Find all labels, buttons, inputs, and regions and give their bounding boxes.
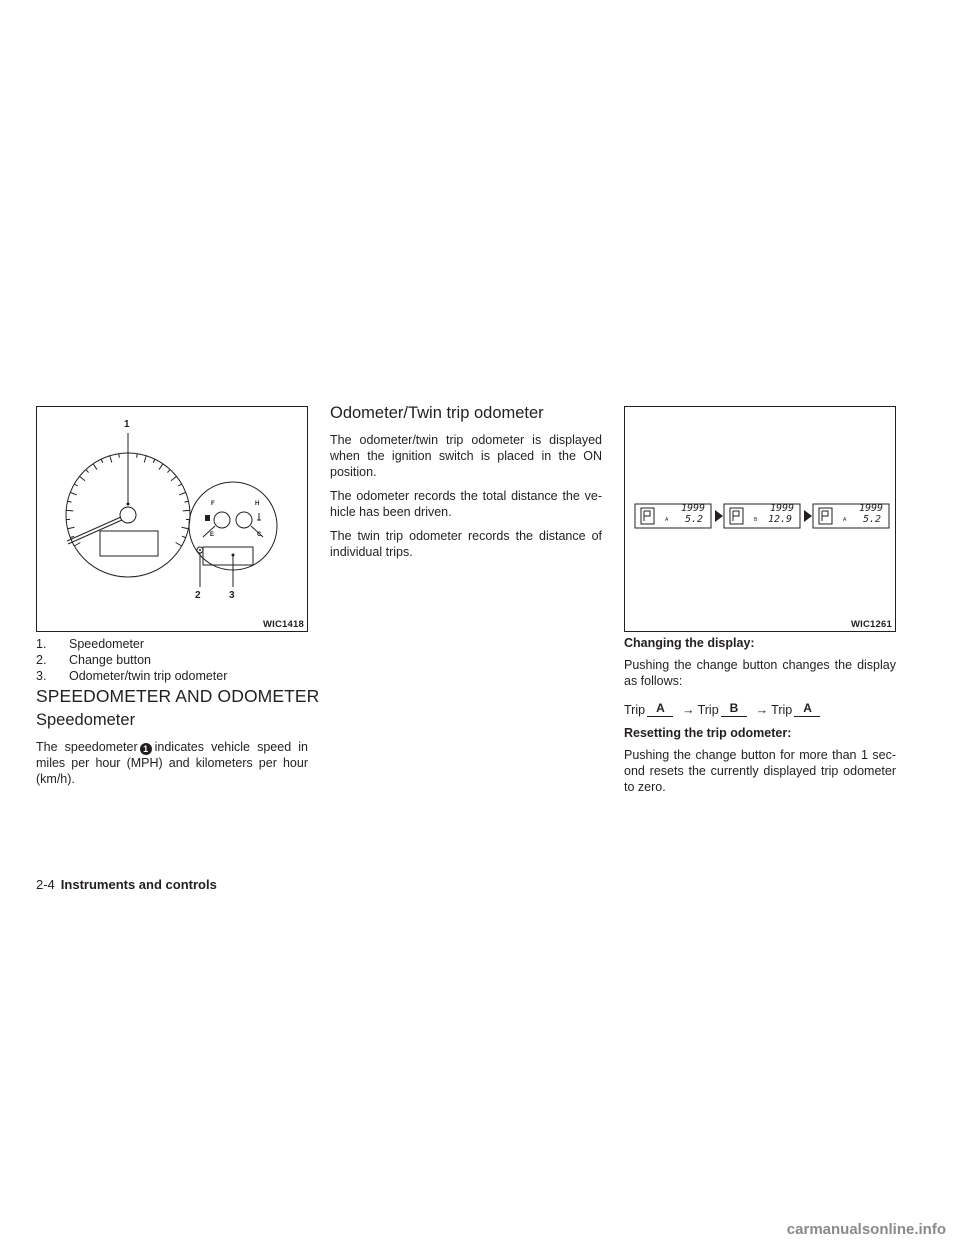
fuel-icon xyxy=(205,515,210,521)
odometer-display-figure: 1999 5.2 A 1999 12.9 B 1999 5.2 A WIC1261 xyxy=(624,406,896,632)
speedometer-paragraph: The speedometer 1 indicates vehicle speed in miles per hour (MPH) and kilometers per hour (km/h). xyxy=(36,740,308,786)
speedometer-tick xyxy=(80,476,85,480)
section-title: SPEEDOMETER AND ODOMETER xyxy=(36,686,320,706)
speedometer-tick xyxy=(185,501,189,502)
trip-a-symbol: A xyxy=(647,704,673,717)
list-item: 1. Speedometer xyxy=(36,637,145,651)
odometer-heading: Odometer/Twin trip odometer xyxy=(330,404,544,422)
speedometer-tick xyxy=(68,501,72,502)
fuel-full-letter: F xyxy=(211,501,215,507)
temp-hot-letter: H xyxy=(255,501,260,507)
arrow-right-icon: → xyxy=(682,703,695,717)
speedometer-tick xyxy=(66,510,73,511)
instrument-cluster-drawing xyxy=(37,407,307,631)
resetting-heading: Resetting the trip odometer: xyxy=(624,726,792,740)
figure-legend-list xyxy=(36,636,227,684)
page-number: 2-4 xyxy=(36,877,55,892)
speedometer-tick xyxy=(159,464,163,470)
speedometer-tick xyxy=(86,470,89,473)
paragraph: The twin trip odometer records the distance of individual trips. xyxy=(330,529,602,559)
callout-3: 3 xyxy=(229,590,235,601)
speedometer-tick xyxy=(70,492,77,495)
trip-a-symbol: A xyxy=(794,704,820,717)
trip-sequence: Trip A → Trip B → Trip A xyxy=(624,702,826,718)
watermark: carmanualsonline.info xyxy=(786,1221,946,1238)
speedometer-tick xyxy=(167,470,170,473)
callout-1-icon: 1 xyxy=(140,743,152,755)
paragraph: The odometer/twin trip odometer is displayed when the ignition switch is placed in the ON position. xyxy=(330,433,602,479)
speedometer-tick xyxy=(110,456,112,463)
arrow-right-icon xyxy=(804,510,812,522)
speedometer-tick xyxy=(171,476,176,480)
speedometer-tick xyxy=(182,527,189,529)
speedometer-tick xyxy=(70,536,74,537)
callout-1: 1 xyxy=(124,419,130,430)
speedometer-tick xyxy=(74,543,80,547)
instrument-cluster-figure xyxy=(36,406,308,632)
figure-code: WIC1418 xyxy=(259,619,307,631)
temperature-icon xyxy=(257,513,261,520)
resetting-text: Pushing the change button for more than 1 sec-ond resets the currently displayed trip odometer to zero. xyxy=(624,748,896,794)
speedometer-tick xyxy=(183,510,190,511)
trip-b-symbol: B xyxy=(721,704,747,717)
speedometer-tick xyxy=(119,454,120,458)
list-item: 2. Change button xyxy=(36,653,152,667)
paragraph: The odometer records the total distance the ve-hicle has been driven. xyxy=(330,489,602,519)
speedometer-tick xyxy=(178,484,181,486)
chapter-title: Instruments and controls xyxy=(60,877,217,892)
fuel-empty-letter: E xyxy=(210,532,215,538)
speedometer-tick xyxy=(179,492,186,495)
speedometer-tick xyxy=(137,454,138,458)
speedometer-tick xyxy=(101,459,103,463)
speedometer-heading: Speedometer xyxy=(36,711,136,729)
speedometer-tick xyxy=(153,459,155,463)
changing-display-heading: Changing the display: xyxy=(624,636,755,650)
speedometer-tick xyxy=(182,536,186,537)
odometer-text xyxy=(330,432,602,560)
temp-cold-letter: C xyxy=(257,532,262,538)
speedometer-tick xyxy=(176,543,182,547)
arrow-right-icon: → xyxy=(755,703,769,717)
speedometer-tick xyxy=(93,464,97,470)
page-footer xyxy=(36,877,217,893)
callout-2: 2 xyxy=(195,590,201,601)
changing-display-text: Pushing the change button changes the display as follows: xyxy=(624,658,896,688)
arrow-right-icon xyxy=(715,510,723,522)
speedometer-tick xyxy=(74,484,77,486)
list-item: 3. Odometer/twin trip odometer xyxy=(36,669,228,683)
speedometer-tick xyxy=(144,456,146,463)
figure-code: WIC1261 xyxy=(847,619,895,631)
speedometer-tick xyxy=(68,527,75,529)
